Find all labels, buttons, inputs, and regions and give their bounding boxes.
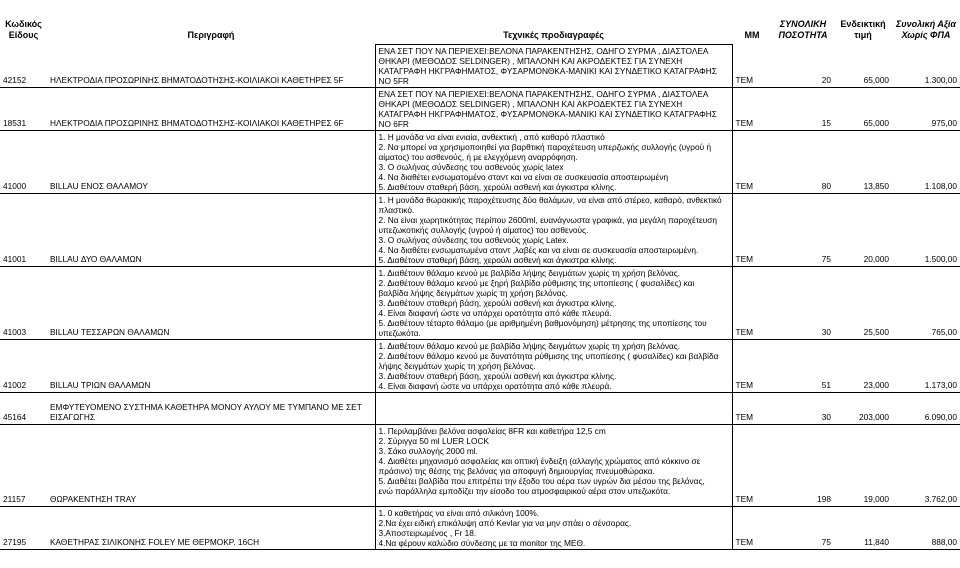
header-specs: Τεχνικές προδιαγραφές: [503, 29, 604, 40]
header-total: Συνολική Αξία Χωρίς ΦΠΑ: [895, 19, 957, 40]
header-qty: ΣΥΝΟΛΙΚΗ ΠΟΣΟΤΗΤΑ: [778, 19, 828, 40]
item-unit-price: 11,840: [834, 506, 892, 549]
table-row: [0, 339, 960, 392]
header-mm: ΜΜ: [744, 30, 760, 40]
item-total: 1.500,00: [892, 193, 960, 266]
item-quantity: 75: [772, 193, 834, 266]
item-unit-price: 25,500: [834, 266, 892, 339]
header-description: Περιγραφή: [187, 30, 235, 40]
table-row: [0, 506, 960, 549]
item-quantity: 30: [772, 266, 834, 339]
header-unit-price: Ενδεικτική τιμή: [840, 19, 886, 40]
item-quantity: 51: [772, 339, 834, 392]
item-total: 975,00: [892, 87, 960, 130]
item-quantity: 75: [772, 506, 834, 549]
table-row: [0, 424, 960, 506]
item-unit: ΤΕΜ: [732, 339, 772, 392]
item-code: 41001: [0, 193, 47, 266]
item-unit: ΤΕΜ: [732, 424, 772, 506]
item-code: 27195: [0, 506, 47, 549]
item-code: 21157: [0, 424, 47, 506]
item-unit-price: 13,850: [834, 130, 892, 193]
item-unit-price: 65,000: [834, 87, 892, 130]
item-specs: 1. Η μονάδα να είναι ενιαία, ανθεκτική , από καθαρό πλαστικό 2. Να μπορεί να χρησιμοποιηθεί για βαρθτική παροχέτευση υπερζωκής συλλογής (υγρού ή αίματος) του ασθενούς, ή με ελεγχόμενη αναρρόφηση. 3. Ο σωλήνας σύνδεσης του ασθενούς χωρίς latex 4. Να διαθέτει ενσωματομένο σταντ και να είναι σε συσκευασία αποστειρωμένη 5. Διαθέτουν σταθερή βάση, χερούλι ασθενή και άγκιστρα κλίνης.: [375, 130, 732, 193]
item-total: 1.108,00: [892, 130, 960, 193]
item-specs: 1. Περιλαμβάνει βελόνα ασφαλείας 8FR και καθετήρα 12,5 cm 2. Σύριγγα 50 ml LUER LOCK 3. Σάκο συλλογής 2000 ml. 4. Διαθέτει μηχανισμό ασφαλείας και οπτική ένδειξη (αλλαγής χρώματος από κόκκινο σε πράσινο) της θέσης της βελόνας για αποφυγή δημιουργίας πνευμοθώρακα. 5. Διαθέτει βαλβίδα που επιτρέπει την έξοδο του αέρα των υγρών δια μέσου της βελόνας, ενώ παράλληλα εμποδίζει την είσοδο του ατμοσφαιρικού αέρα στον υπεζωκότα.: [375, 424, 732, 506]
item-description: BILLAU ΤΡΙΩΝ ΘΑΛΑΜΩΝ: [47, 339, 375, 392]
item-unit: ΤΕΜ: [732, 392, 772, 424]
item-unit: ΤΕΜ: [732, 130, 772, 193]
item-description: ΚΑΘΕΤΗΡΑΣ ΣΙΛΙΚΟΝΗΣ FOLEY ΜΕ ΘΕΡΜΟΚΡ. 16CH: [47, 506, 375, 549]
item-description: BILLAU ΔΥΟ ΘΑΛΑΜΩΝ: [47, 193, 375, 266]
table-row: [0, 87, 960, 130]
item-unit-price: 203,000: [834, 392, 892, 424]
item-specs: 1. Διαθέτουν θάλαμο κενού με βαλβίδα λήψης δειγμάτων χωρίς τη χρήση βελόνας. 2. Διαθέτουν θάλαμο κενού με δυνατότητα ρύθμισης της υποπίεσης ( φυσαλίδες) και βαλβίδα λήψης δειγμάτων χωρίς τη χρήση βελόνας. 3. Διαθέτουν σταθερή βάση, χερούλι ασθενή και άγκιστρα κλίνης. 4. Είναι διαφανή ώστε να υπάρχει ορατότητα από κάθε πλευρά.: [375, 339, 732, 392]
item-total: 765,00: [892, 266, 960, 339]
item-unit: ΤΕΜ: [732, 44, 772, 87]
table-row: [0, 193, 960, 266]
item-specs: 1. 0 καθετήρας να είναι από σιλικόνη 100%. 2.Να έχει ειδική επικάλυψη από Kevlar για να μην σπάει ο σένσορας. 3.Αποστειρωμένος , Fr 18. 4.Να φέρουν καλώδιο σύνδεσης με τα monitor της ΜΕΘ.: [375, 506, 732, 549]
item-description: ΗΛΕΚΤΡΟΔΙΑ ΠΡΟΣΩΡΙΝΗΣ ΒΗΜΑΤΟΔΟΤΗΣΗΣ-ΚΟΙΛΙΑΚΟΙ ΚΑΘΕΤΗΡΕΣ 5F: [47, 44, 375, 87]
item-specs: ΕΝΑ ΣΕΤ ΠΟΥ ΝΑ ΠΕΡΙΕΧΕΙ:ΒΕΛΟΝΑ ΠΑΡΑΚΕΝΤΗΣΗΣ, ΟΔΗΓΟ ΣΥΡΜΑ , ΔΙΑΣΤΟΛΕΑ ΘΗΚΑΡΙ (ΜΕΘΟΔΟΣ SELDINGER) , ΜΠΑΛΟΝΗ ΚΑΙ ΑΚΡΟΔΕΚΤΕΣ ΓΙΑ ΣΥΝΕΧΗ ΚΑΤΑΓΡΑΦΗ ΗΚΓΡΑΦΗΜΑΤΟΣ, ΦΥΣΑΡΜΟΝΘΚΑ-ΜΑΝΙΚΙ ΚΑΙ ΣΥΝΔΕΤΙΚΟ ΚΑΤΑΓΡΑΦΗΣ ΝΟ 6FR: [375, 87, 732, 130]
item-quantity: 198: [772, 424, 834, 506]
item-total: 3.762,00: [892, 424, 960, 506]
item-total: 1.173,00: [892, 339, 960, 392]
item-quantity: 15: [772, 87, 834, 130]
item-description: ΗΛΕΚΤΡΟΔΙΑ ΠΡΟΣΩΡΙΝΗΣ ΒΗΜΑΤΟΔΟΤΗΣΗΣ-ΚΟΙΛΙΑΚΟΙ ΚΑΘΕΤΗΡΕΣ 6F: [47, 87, 375, 130]
item-unit-price: 20,000: [834, 193, 892, 266]
item-specs: [375, 392, 732, 424]
item-quantity: 30: [772, 392, 834, 424]
item-unit-price: 23,000: [834, 339, 892, 392]
item-total: 1.300,00: [892, 44, 960, 87]
item-code: 18531: [0, 87, 47, 130]
item-unit-price: 19,000: [834, 424, 892, 506]
table-row: [0, 130, 960, 193]
item-description: BILLAU ΤΕΣΣΑΡΩΝ ΘΑΛΑΜΩΝ: [47, 266, 375, 339]
item-unit: ΤΕΜ: [732, 266, 772, 339]
item-code: 41002: [0, 339, 47, 392]
table-row: [0, 44, 960, 87]
item-quantity: 80: [772, 130, 834, 193]
item-unit: ΤΕΜ: [732, 87, 772, 130]
item-code: 42152: [0, 44, 47, 87]
item-specs: 1. Η μονάδα θωρακικής παροχέτευσης δύο θαλάμων, να είναι από στέρεο, καθαρό, ανθεκτικό πλαστικό. 2. Να είναι χωρητικότητας περίπου 2600ml, ευανάγνωστα γραφικά, για μεγάλη παροχέτευση υπεζωκοτικής συλλογής (υγρού ή αίματος) του ασθενούς. 3. Ο σωλήνας σύνδεσης του ασθενούς χωρίς Latex. 4. Να διαθέτει ενσωματωμένα σταντ ,λαβές και να είναι σε συσκευασία αποστειρωμένη. 5. Διαθέτουν σταθερή βάση, χερούλι ασθενή και άγκιστρα κλίνης.: [375, 193, 732, 266]
item-description: BILLAU ΕΝΟΣ ΘΑΛΑΜΟΥ: [47, 130, 375, 193]
item-description: ΕΜΦΥΤΕΥΟΜΕΝΟ ΣΥΣΤΗΜΑ ΚΑΘΕΤΗΡΑ ΜΟΝΟΥ ΑΥΛΟΥ ΜΕ ΤΥΜΠΑΝΟ ΜΕ ΣΕΤ ΕΙΣΑΓΩΓΗΣ: [47, 392, 375, 424]
item-specs: ΕΝΑ ΣΕΤ ΠΟΥ ΝΑ ΠΕΡΙΕΧΕΙ:ΒΕΛΟΝΑ ΠΑΡΑΚΕΝΤΗΣΗΣ, ΟΔΗΓΟ ΣΥΡΜΑ , ΔΙΑΣΤΟΛΕΑ ΘΗΚΑΡΙ (ΜΕΘΟΔΟΣ SELDINGER) , ΜΠΑΛΟΝΗ ΚΑΙ ΑΚΡΟΔΕΚΤΕΣ ΓΙΑ ΣΥΝΕΧΗ ΚΑΤΑΓΡΑΦΗ ΗΚΓΡΑΦΗΜΑΤΟΣ, ΦΥΣΑΡΜΟΝΘΚΑ-ΜΑΝΙΚΙ ΚΑΙ ΣΥΝΔΕΤΙΚΟ ΚΑΤΑΓΡΑΦΗΣ ΝΟ 5FR: [375, 44, 732, 87]
item-total: 6.090,00: [892, 392, 960, 424]
item-specs: 1. Διαθέτουν θάλαμο κενού με βαλβίδα λήψης δειγμάτων χωρίς τη χρήση βελόνας. 2. Διαθέτουν θάλαμο κενού με ξηρή βαλβίδα ρύθμισης της υποπίεσης ( φυσαλίδες) και βαλβίδα λήψης δειγμάτων χωρίς τη χρήση βελόνας. 3. Διαθέτουν σταθερή βάση, χερούλι ασθενή και άγκιστρα κλίνης. 4. Είναι διαφανή ώστε να υπάρχει ορατότητα από κάθε πλευρά. 5. Διαθέτουν τέταρτο θάλαμο (με αριθμημένη βαθμονόμηση) μέτρησης της υποπίεσης του υπεζωκότα.: [375, 266, 732, 339]
header-row: [0, 0, 960, 44]
item-total: 888,00: [892, 506, 960, 549]
header-code: Κωδικός Είδους: [5, 19, 42, 40]
item-unit-price: 65,000: [834, 44, 892, 87]
item-unit: ΤΕΜ: [732, 506, 772, 549]
item-unit: ΤΕΜ: [732, 193, 772, 266]
item-code: 41000: [0, 130, 47, 193]
item-quantity: 20: [772, 44, 834, 87]
item-code: 45164: [0, 392, 47, 424]
item-description: ΘΩΡΑΚΕΝΤΗΣΗ TRAY: [47, 424, 375, 506]
table-row: [0, 266, 960, 339]
table-row: [0, 392, 960, 424]
item-code: 41003: [0, 266, 47, 339]
